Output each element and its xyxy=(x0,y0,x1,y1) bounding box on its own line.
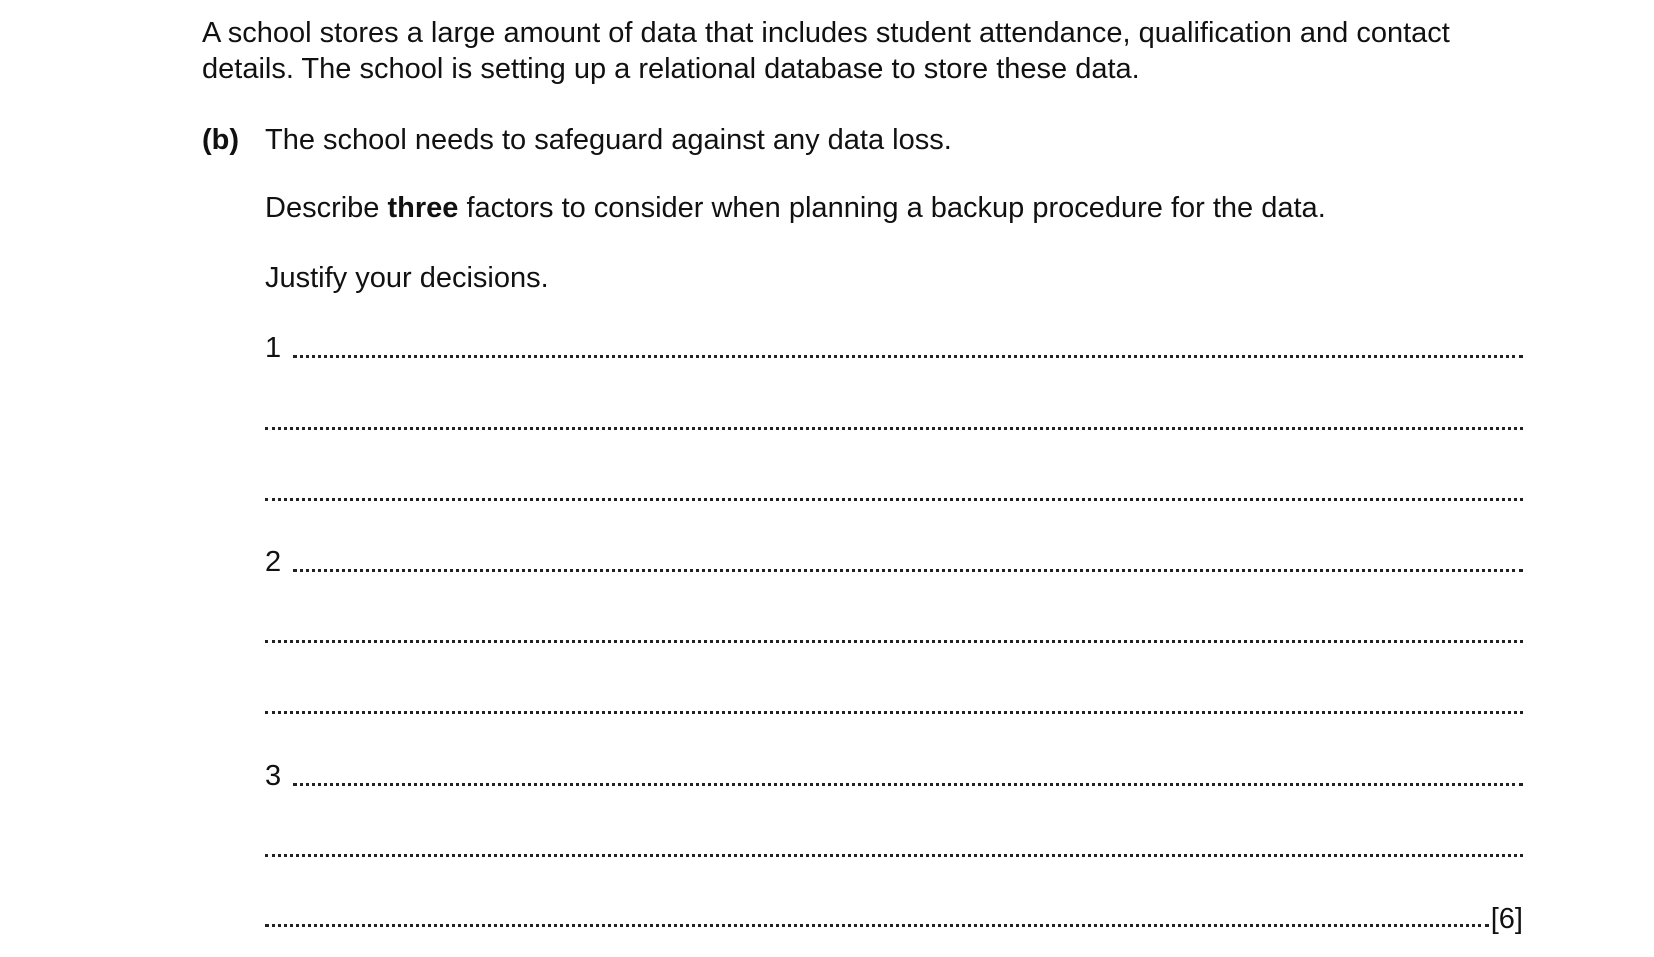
intro-line-1: A school stores a large amount of data that includes student attendance, qualification and contact xyxy=(202,17,1450,49)
answer-line-3c[interactable] xyxy=(265,897,1523,933)
dotted-line xyxy=(293,569,1523,572)
dotted-line xyxy=(265,711,1523,714)
answer-line-2[interactable] xyxy=(265,542,1523,578)
question-statement: The school needs to safeguard against any data loss. xyxy=(265,124,952,156)
intro-text xyxy=(202,15,1542,87)
answer-line-2b[interactable] xyxy=(265,613,1523,649)
answer-number-2: 2 xyxy=(265,546,282,578)
question-instruction xyxy=(265,190,1326,226)
answer-line-1b[interactable] xyxy=(265,400,1523,436)
justify-instruction: Justify your decisions. xyxy=(265,262,549,294)
answer-number-3: 3 xyxy=(265,760,282,792)
dotted-line xyxy=(265,498,1523,501)
intro-line-2: details. The school is setting up a relational database to store these data. xyxy=(202,53,1140,85)
instruction-text-before: Describe xyxy=(265,192,388,224)
answer-line-3[interactable] xyxy=(265,756,1523,792)
dotted-line xyxy=(265,854,1523,857)
answer-line-3b[interactable] xyxy=(265,827,1523,863)
answer-line-1[interactable] xyxy=(265,328,1523,364)
instruction-text-after: factors to consider when planning a backup procedure for the data. xyxy=(458,192,1326,224)
dotted-line xyxy=(265,640,1523,643)
instruction-emphasis: three xyxy=(387,192,459,224)
answer-line-2c[interactable] xyxy=(265,684,1523,720)
marks-label: [6] xyxy=(1490,903,1523,935)
dotted-line xyxy=(293,783,1523,786)
answer-number-1: 1 xyxy=(265,332,282,364)
dotted-line xyxy=(265,924,1489,927)
dotted-line xyxy=(293,355,1523,358)
answer-line-1c[interactable] xyxy=(265,471,1523,507)
part-label: (b) xyxy=(202,124,240,156)
dotted-line xyxy=(265,427,1523,430)
